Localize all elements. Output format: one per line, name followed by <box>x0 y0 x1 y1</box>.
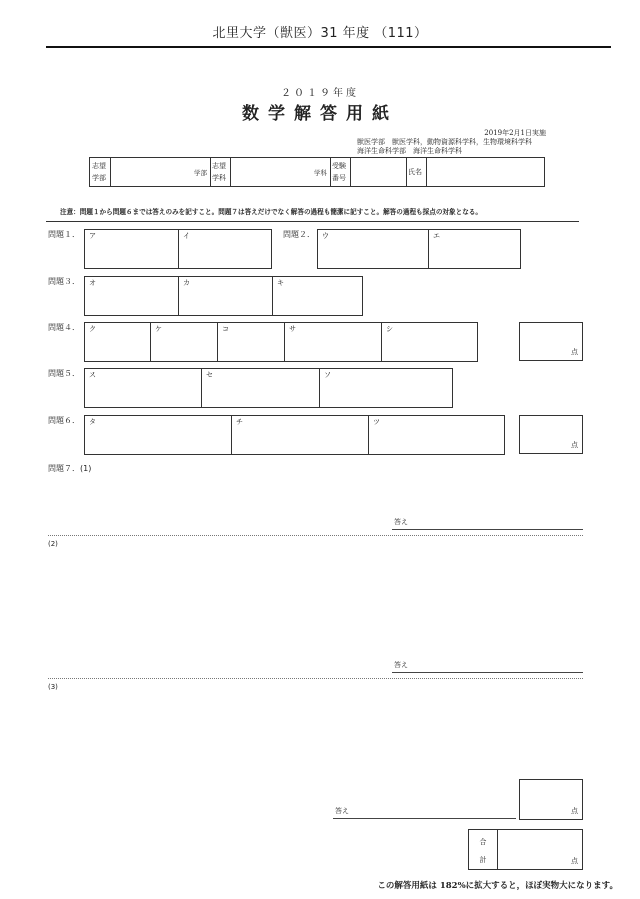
q6-label: 問題６． <box>48 416 80 425</box>
exam-number-field[interactable] <box>351 158 406 186</box>
q4-cell-ke-label: ケ <box>155 325 162 333</box>
q7-part3-answer-line[interactable] <box>333 818 516 819</box>
q4-cell-ko[interactable] <box>218 323 285 361</box>
q1-label: 問題１． <box>48 230 80 239</box>
q4-points-label: 点 <box>571 348 578 356</box>
q4-cell-shi[interactable] <box>382 323 477 361</box>
q3-cell-ki[interactable] <box>273 277 362 315</box>
q3-cell-o-label: オ <box>89 279 96 287</box>
applicant-info-table <box>89 157 545 187</box>
exam-number-label: 受験 番号 <box>332 162 346 182</box>
q1-cell-i[interactable] <box>179 230 271 268</box>
q7-part1-answer-label: 答え <box>394 518 408 526</box>
header-rule <box>46 46 611 48</box>
q4-cell-sa-label: サ <box>289 325 296 333</box>
notice-text: 注意：問題１から問題６までは答えのみを記すこと。問題７は答えだけでなく解答の過程も簡潔に記すこと。解答の過程も採点の対象となる。 <box>60 208 482 216</box>
q6-answer-row <box>84 415 505 455</box>
q5-cell-su[interactable] <box>85 369 202 407</box>
q2-label: 問題２． <box>283 230 315 239</box>
q4-cell-ko-label: コ <box>222 325 229 333</box>
name-field[interactable] <box>427 158 543 186</box>
q2-cell-e[interactable] <box>429 230 520 268</box>
department-suffix: 学科 <box>314 169 327 177</box>
q6-score-box[interactable] <box>519 415 583 454</box>
name-label: 氏名 <box>408 168 422 176</box>
department-line-2: 海洋生命科学部 海洋生命科学科 <box>357 147 462 155</box>
q6-cell-ta-label: タ <box>89 418 96 426</box>
q7-part2-answer-label: 答え <box>394 661 408 669</box>
faculty-field[interactable] <box>111 158 209 186</box>
q7-part3-label: (3) <box>48 683 58 691</box>
total-label: 合 計 <box>469 830 498 869</box>
q6-cell-ta[interactable] <box>85 416 232 454</box>
q1-answer-row <box>84 229 272 269</box>
q5-label: 問題５． <box>48 369 80 378</box>
q7-part2-work-area[interactable] <box>48 552 583 667</box>
q5-cell-se[interactable] <box>202 369 320 407</box>
exam-date: 2019年2月1日実施 <box>484 129 546 137</box>
q7-part1-answer-line[interactable] <box>392 529 583 530</box>
q2-cell-u-label: ウ <box>322 232 329 240</box>
q7-score-box[interactable] <box>519 779 583 820</box>
q4-cell-ke[interactable] <box>151 323 218 361</box>
q5-cell-se-label: セ <box>206 371 213 379</box>
page-header-title: 北里大学（獣医）31 年度 （111） <box>212 26 428 41</box>
q3-cell-ka-label: カ <box>183 279 190 287</box>
faculty-label: 志望 学部 <box>92 162 106 182</box>
q7-part2-separator <box>48 678 583 679</box>
q7-part1-work-area[interactable] <box>48 475 583 525</box>
q6-cell-chi[interactable] <box>232 416 369 454</box>
department-label: 志望 学科 <box>212 162 226 182</box>
q6-cell-chi-label: チ <box>236 418 243 426</box>
q6-points-label: 点 <box>571 441 578 449</box>
q1-cell-a[interactable] <box>85 230 179 268</box>
total-points-label: 点 <box>571 857 578 865</box>
q5-answer-row <box>84 368 453 408</box>
q3-label: 問題３． <box>48 277 80 286</box>
sheet-year: ２０１９年度 <box>281 88 359 99</box>
q3-answer-row <box>84 276 363 316</box>
notice-rule <box>46 221 579 222</box>
q3-cell-ka[interactable] <box>179 277 273 315</box>
q4-cell-ku[interactable] <box>85 323 151 361</box>
q7-part2-label: (2) <box>48 540 58 548</box>
faculty-suffix: 学部 <box>194 169 207 177</box>
q4-cell-sa[interactable] <box>285 323 382 361</box>
q5-cell-su-label: ス <box>89 371 96 379</box>
q2-cell-e-label: エ <box>433 232 440 240</box>
department-line-1: 獣医学部 獣医学科，動物資源科学科，生物環境科学科 <box>357 138 532 146</box>
q1-cell-a-label: ア <box>89 232 96 240</box>
q2-cell-u[interactable] <box>318 230 429 268</box>
q4-cell-shi-label: シ <box>386 325 393 333</box>
q3-cell-ki-label: キ <box>277 279 284 287</box>
q3-cell-o[interactable] <box>85 277 179 315</box>
q7-part2-answer-line[interactable] <box>392 672 583 673</box>
footer-note: この解答用紙は 182%に拡大すると，ほぼ実物大になります。 <box>377 881 618 891</box>
q7-part1-label: 問題７．(1) <box>48 464 92 473</box>
q6-cell-tsu[interactable] <box>369 416 504 454</box>
q4-cell-ku-label: ク <box>89 325 96 333</box>
sheet-title: 数学解答用紙 <box>242 104 398 124</box>
q4-answer-row <box>84 322 478 362</box>
q1-cell-i-label: イ <box>183 232 190 240</box>
q7-part1-separator <box>48 535 583 536</box>
q5-cell-so-label: ソ <box>324 371 331 379</box>
q7-points-label: 点 <box>571 807 578 815</box>
q6-cell-tsu-label: ツ <box>373 418 380 426</box>
q7-part3-answer-label: 答え <box>335 807 349 815</box>
department-field[interactable] <box>231 158 329 186</box>
total-score-field[interactable] <box>498 830 582 869</box>
q7-part3-work-area[interactable] <box>48 695 518 805</box>
q4-label: 問題４． <box>48 323 80 332</box>
total-box <box>468 829 583 870</box>
q5-cell-so[interactable] <box>320 369 452 407</box>
q4-score-box[interactable] <box>519 322 583 361</box>
q2-answer-row <box>317 229 521 269</box>
